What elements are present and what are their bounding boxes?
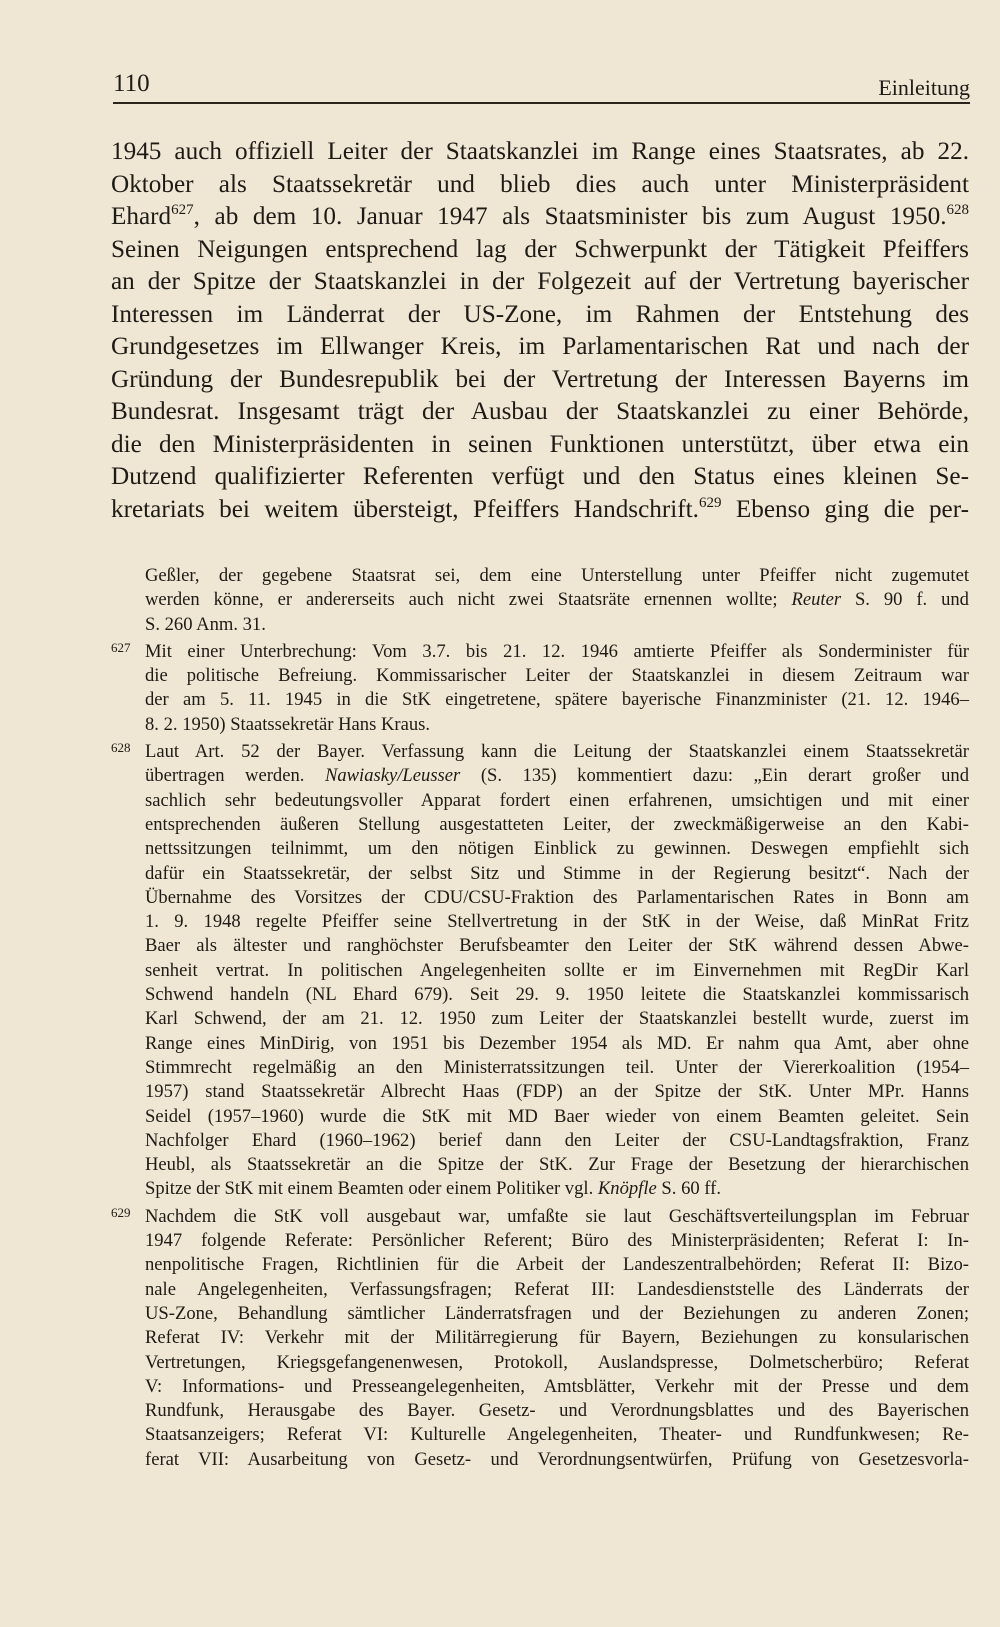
footnote-line: Vertretungen, Kriegsgefangenenwesen, Protokoll, Auslandspresse, Dolmetscherbüro; Referat	[145, 1351, 969, 1373]
footnote-line: 1947 folgende Referate: Persönlicher Referent; Büro des Ministerpräsidenten; Referat I: In-	[145, 1230, 969, 1252]
body-text-fragment: kretariats bei weitem übersteigt, Pfeiffers Handschrift.	[111, 495, 699, 523]
body-line: Seinen Neigungen entsprechend lag der Schwerpunkt der Tätigkeit Pfeiffers	[111, 235, 969, 263]
footnote-ref-628: 628	[946, 202, 969, 218]
body-line	[111, 494, 969, 527]
footnote-line: der am 5. 11. 1945 in die StK eingetretene, spätere bayerische Finanzminister (21. 12. 1946–	[145, 689, 969, 711]
footnote-line: Nachdem die StK voll ausgebaut war, umfaßte sie laut Geschäftsverteilungsplan im Februar	[145, 1205, 969, 1227]
footnote-line: Heubl, als Staatssekretär an die Spitze der StK. Zur Frage der Besetzung der hierarchischen	[145, 1154, 969, 1176]
footnote-line	[145, 1177, 969, 1201]
footnote-text-fragment: S. 90 f. und	[841, 589, 969, 611]
footnote-line: Karl Schwend, der am 21. 12. 1950 zum Leiter der Staatskanzlei bestellt wurde, zuerst im	[145, 1008, 969, 1030]
body-line: Dutzend qualifizierter Referenten verfügt und den Status eines kleinen Se-	[111, 463, 969, 490]
footnote-line: Nachfolger Ehard (1960–1962) berief dann den Leiter der CSU-Landtagsfraktion, Franz	[145, 1129, 969, 1151]
footnote-line: S. 260 Anm. 31.	[145, 613, 266, 635]
running-header	[113, 68, 970, 104]
footnote-line: Geßler, der gegebene Staatsrat sei, dem eine Unterstellung unter Pfeiffer nicht zugemutet	[145, 565, 969, 586]
footnote-ref-627: 627	[171, 202, 194, 218]
body-line: 1945 auch offiziell Leiter der Staatskanzlei im Range eines Staatsrates, ab 22.	[111, 138, 969, 165]
footnote-line: Baer als ältester und ranghöchster Berufsbeamter den Leiter der StK während dessen Abwe-	[145, 935, 969, 957]
body-text-fragment: Ehard	[111, 203, 172, 230]
main-text	[111, 136, 969, 526]
footnote-628	[111, 740, 969, 1202]
footnote-text-fragment: (S. 135) kommentiert dazu: „Ein derart großer und	[460, 765, 969, 787]
body-line: Gründung der Bundesrepublik bei der Vertretung der Interessen Bayerns im	[111, 365, 969, 393]
footnote-line: 1957) stand Staatssekretär Albrecht Haas (FDP) an der Spitze der StK. Unter MPr. Hanns	[145, 1081, 969, 1103]
footnote-line: entsprechenden äußeren Stellung ausgestatteten Leiter, der zweckmäßigerweise an den Kabi-	[145, 813, 969, 835]
footnote-line: Range eines MinDirig, von 1951 bis Dezember 1954 als MD. Er nahm qua Amt, aber ohne	[145, 1032, 969, 1054]
footnotes	[111, 564, 969, 1475]
body-text-fragment: , ab dem 10. Januar 1947 als Staatsminister bis zum August 1950.	[193, 203, 947, 230]
footnote-line: Übernahme des Vorsitzes der CDU/CSU-Fraktion des Parlamentarischen Rates in Bonn am	[145, 886, 969, 908]
footnote-line: Seidel (1957–1960) wurde die StK mit MD Baer wieder von einem Beamten geleitet. Sein	[145, 1105, 969, 1127]
footnote-line: 1. 9. 1948 regelte Pfeiffer seine Stellvertretung in der StK in der Weise, daß MinRat Fritz	[145, 911, 969, 933]
body-line: Oktober als Staatssekretär und blieb dies auch unter Ministerpräsident	[111, 170, 969, 198]
footnote-line: Staatsanzeigers; Referat VI: Kulturelle Angelegenheiten, Theater- und Rundfunkwesen; Re-	[145, 1424, 969, 1446]
body-text-fragment: Ebenso ging die per-	[721, 495, 969, 523]
footnote-line: nenpolitische Fragen, Richtlinien für die Arbeit der Landeszentralbehörden; Referat II: Bizo-	[145, 1254, 969, 1276]
footnote-line: ferat VII: Ausarbeitung von Gesetz- und Verordnungsentwürfen, Prüfung von Gesetzesvorla-	[145, 1448, 969, 1470]
footnote-line: die politische Befreiung. Kommissarischer Leiter der Staatskanzlei in diesem Zeitraum war	[145, 665, 969, 687]
footnote-text-fragment: Spitze der StK mit einem Beamten oder einem Politiker vgl.	[145, 1178, 594, 1200]
footnote-line: Schwend handeln (NL Ehard 679). Seit 29. 9. 1950 leitete die Staatskanzlei kommissarisch	[145, 984, 969, 1006]
footnote-line	[145, 764, 969, 788]
citation-author: Reuter	[791, 589, 842, 611]
footnote-line: nale Angelegenheiten, Verfassungsfragen; Referat III: Landesdienststelle des Länderrats der	[145, 1278, 969, 1300]
footnote-number: 628	[111, 740, 131, 756]
body-line: Interessen im Länderrat der US-Zone, im Rahmen der Entstehung des	[111, 300, 969, 328]
footnote-line: US-Zone, Behandlung sämtlicher Länderratsfragen und der Beziehungen zu anderen Zonen;	[145, 1302, 969, 1324]
body-line	[111, 201, 969, 234]
footnote-number: 629	[111, 1204, 131, 1220]
footnote-line: sachlich sehr bedeutungsvoller Apparat fordert einen erfahrenen, umsichtigen und mit einer	[145, 789, 969, 811]
footnote-line: Referat IV: Verkehr mit der Militärregierung für Bayern, Beziehungen zu konsularischen	[145, 1327, 969, 1349]
body-line: Grundgesetzes im Ellwanger Kreis, im Parlamentarischen Rat und nach der	[111, 333, 969, 360]
page-number: 110	[113, 70, 150, 97]
footnote-text-fragment: werden könne, er andererseits auch nicht zwei Staatsräte ernennen wollte;	[145, 589, 778, 611]
footnote-line: nettssitzungen teilnimmt, um den nötigen Einblick zu gewinnen. Deswegen empfiehlt sich	[145, 838, 969, 860]
footnote-line: Stimmrecht regelmäßig an den Ministerratssitzungen teil. Unter der Viererkoalition (1954–	[145, 1056, 969, 1078]
body-line: die den Ministerpräsidenten in seinen Funktionen unterstützt, über etwa ein	[111, 430, 969, 458]
footnote-number: 627	[111, 639, 131, 655]
footnote-line: Laut Art. 52 der Bayer. Verfassung kann die Leitung der Staatskanzlei einem Staatssekretär	[145, 741, 969, 763]
footnote-627	[111, 640, 969, 737]
footnote-ref-629: 629	[698, 494, 722, 511]
footnote-line: dafür ein Staatssekretär, der selbst Sitz und Stimme in der Regierung besitzt“. Nach der	[145, 862, 969, 884]
footnote-continuation	[111, 564, 969, 637]
footnote-line: V: Informations- und Presseangelegenheiten, Amtsblätter, Verkehr mit der Presse und dem	[145, 1375, 969, 1397]
footnote-line: senheit vertrat. In politischen Angelegenheiten sollte er im Einvernehmen mit RegDir Karl	[145, 959, 969, 981]
footnote-line	[145, 588, 969, 612]
footnote-line: Mit einer Unterbrechung: Vom 3.7. bis 21. 12. 1946 amtierte Pfeiffer als Sonderminister für	[145, 640, 969, 662]
running-title: Einleitung	[878, 75, 970, 100]
body-line: Bundesrat. Insgesamt trägt der Ausbau der Staatskanzlei zu einer Behörde,	[111, 398, 969, 425]
footnote-line: Rundfunk, Herausgabe des Bayer. Gesetz- und Verordnungsblattes und des Bayerischen	[145, 1400, 969, 1422]
body-line: an der Spitze der Staatskanzlei in der Folgezeit auf der Vertretung bayerischer	[111, 268, 969, 295]
footnote-line: 8. 2. 1950) Staatssekretär Hans Kraus.	[145, 713, 431, 735]
footnote-629	[111, 1205, 969, 1472]
footnote-text-fragment: S. 60 ff.	[656, 1178, 722, 1200]
citation-author: Nawiasky/Leusser	[324, 765, 461, 787]
citation-author: Knöpfle	[597, 1178, 657, 1200]
footnote-text-fragment: übertragen werden.	[145, 765, 305, 787]
